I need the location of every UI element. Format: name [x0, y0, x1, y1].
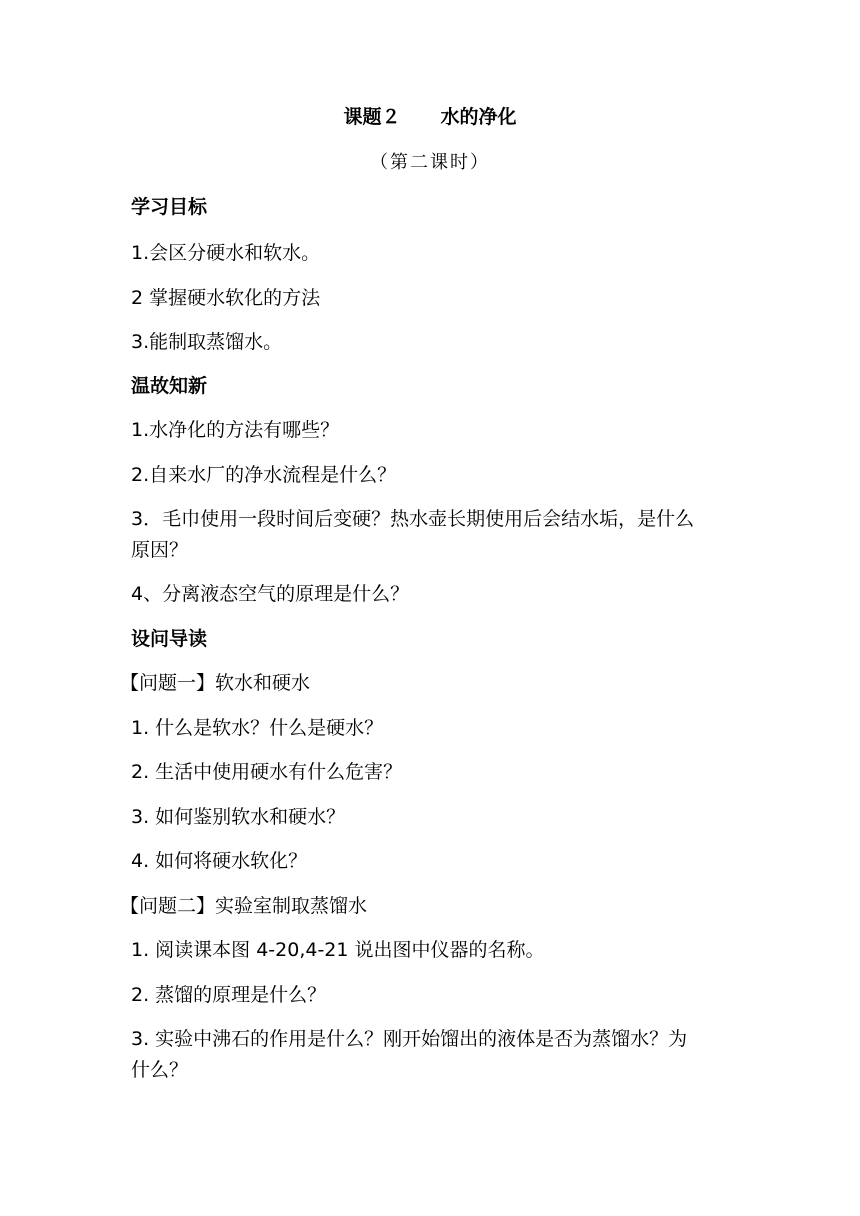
question-one-item: 1. 什么是软水？什么是硬水？ [131, 717, 384, 739]
question-one-item: 2. 生活中使用硬水有什么危害？ [131, 761, 403, 783]
review-item: 3．毛巾使用一段时间后变硬？热水壶长期使用后会结水垢，是什么 [131, 508, 695, 530]
question-one-item: 4. 如何将硬水软化？ [131, 850, 308, 872]
title-lesson-number: 课题２ [343, 106, 401, 128]
question-two-item: 3. 实验中沸石的作用是什么？刚开始馏出的液体是否为蒸馏水？为 [131, 1028, 688, 1050]
review-heading: 温故知新 [131, 375, 208, 397]
page-title [0, 104, 860, 130]
objective-item: 2 掌握硬水软化的方法 [131, 287, 321, 309]
review-item: 4、分离液态空气的原理是什么？ [131, 583, 410, 605]
question-one-title: 【问题一】软水和硬水 [120, 672, 311, 694]
objective-item: 3.能制取蒸馏水。 [131, 331, 283, 353]
question-two-item: 1. 阅读课本图 4-20,4-21 说出图中仪器的名称。 [131, 939, 545, 961]
page-subtitle: （第二课时） [370, 152, 490, 173]
guided-heading: 设问导读 [131, 628, 208, 650]
question-one-item: 3. 如何鉴别软水和硬水？ [131, 806, 346, 828]
title-lesson-name: 水的净化 [440, 106, 517, 128]
question-two-item: 2. 蒸馏的原理是什么？ [131, 984, 327, 1006]
review-item-continued: 原因？ [131, 539, 189, 561]
objectives-heading: 学习目标 [131, 196, 208, 218]
review-item: 1.水净化的方法有哪些？ [131, 419, 340, 441]
objective-item: 1.会区分硬水和软水。 [131, 242, 321, 264]
question-two-title: 【问题二】实验室制取蒸馏水 [120, 895, 368, 917]
question-two-item-continued: 什么？ [131, 1059, 189, 1081]
review-item: 2.自来水厂的净水流程是什么？ [131, 464, 397, 486]
